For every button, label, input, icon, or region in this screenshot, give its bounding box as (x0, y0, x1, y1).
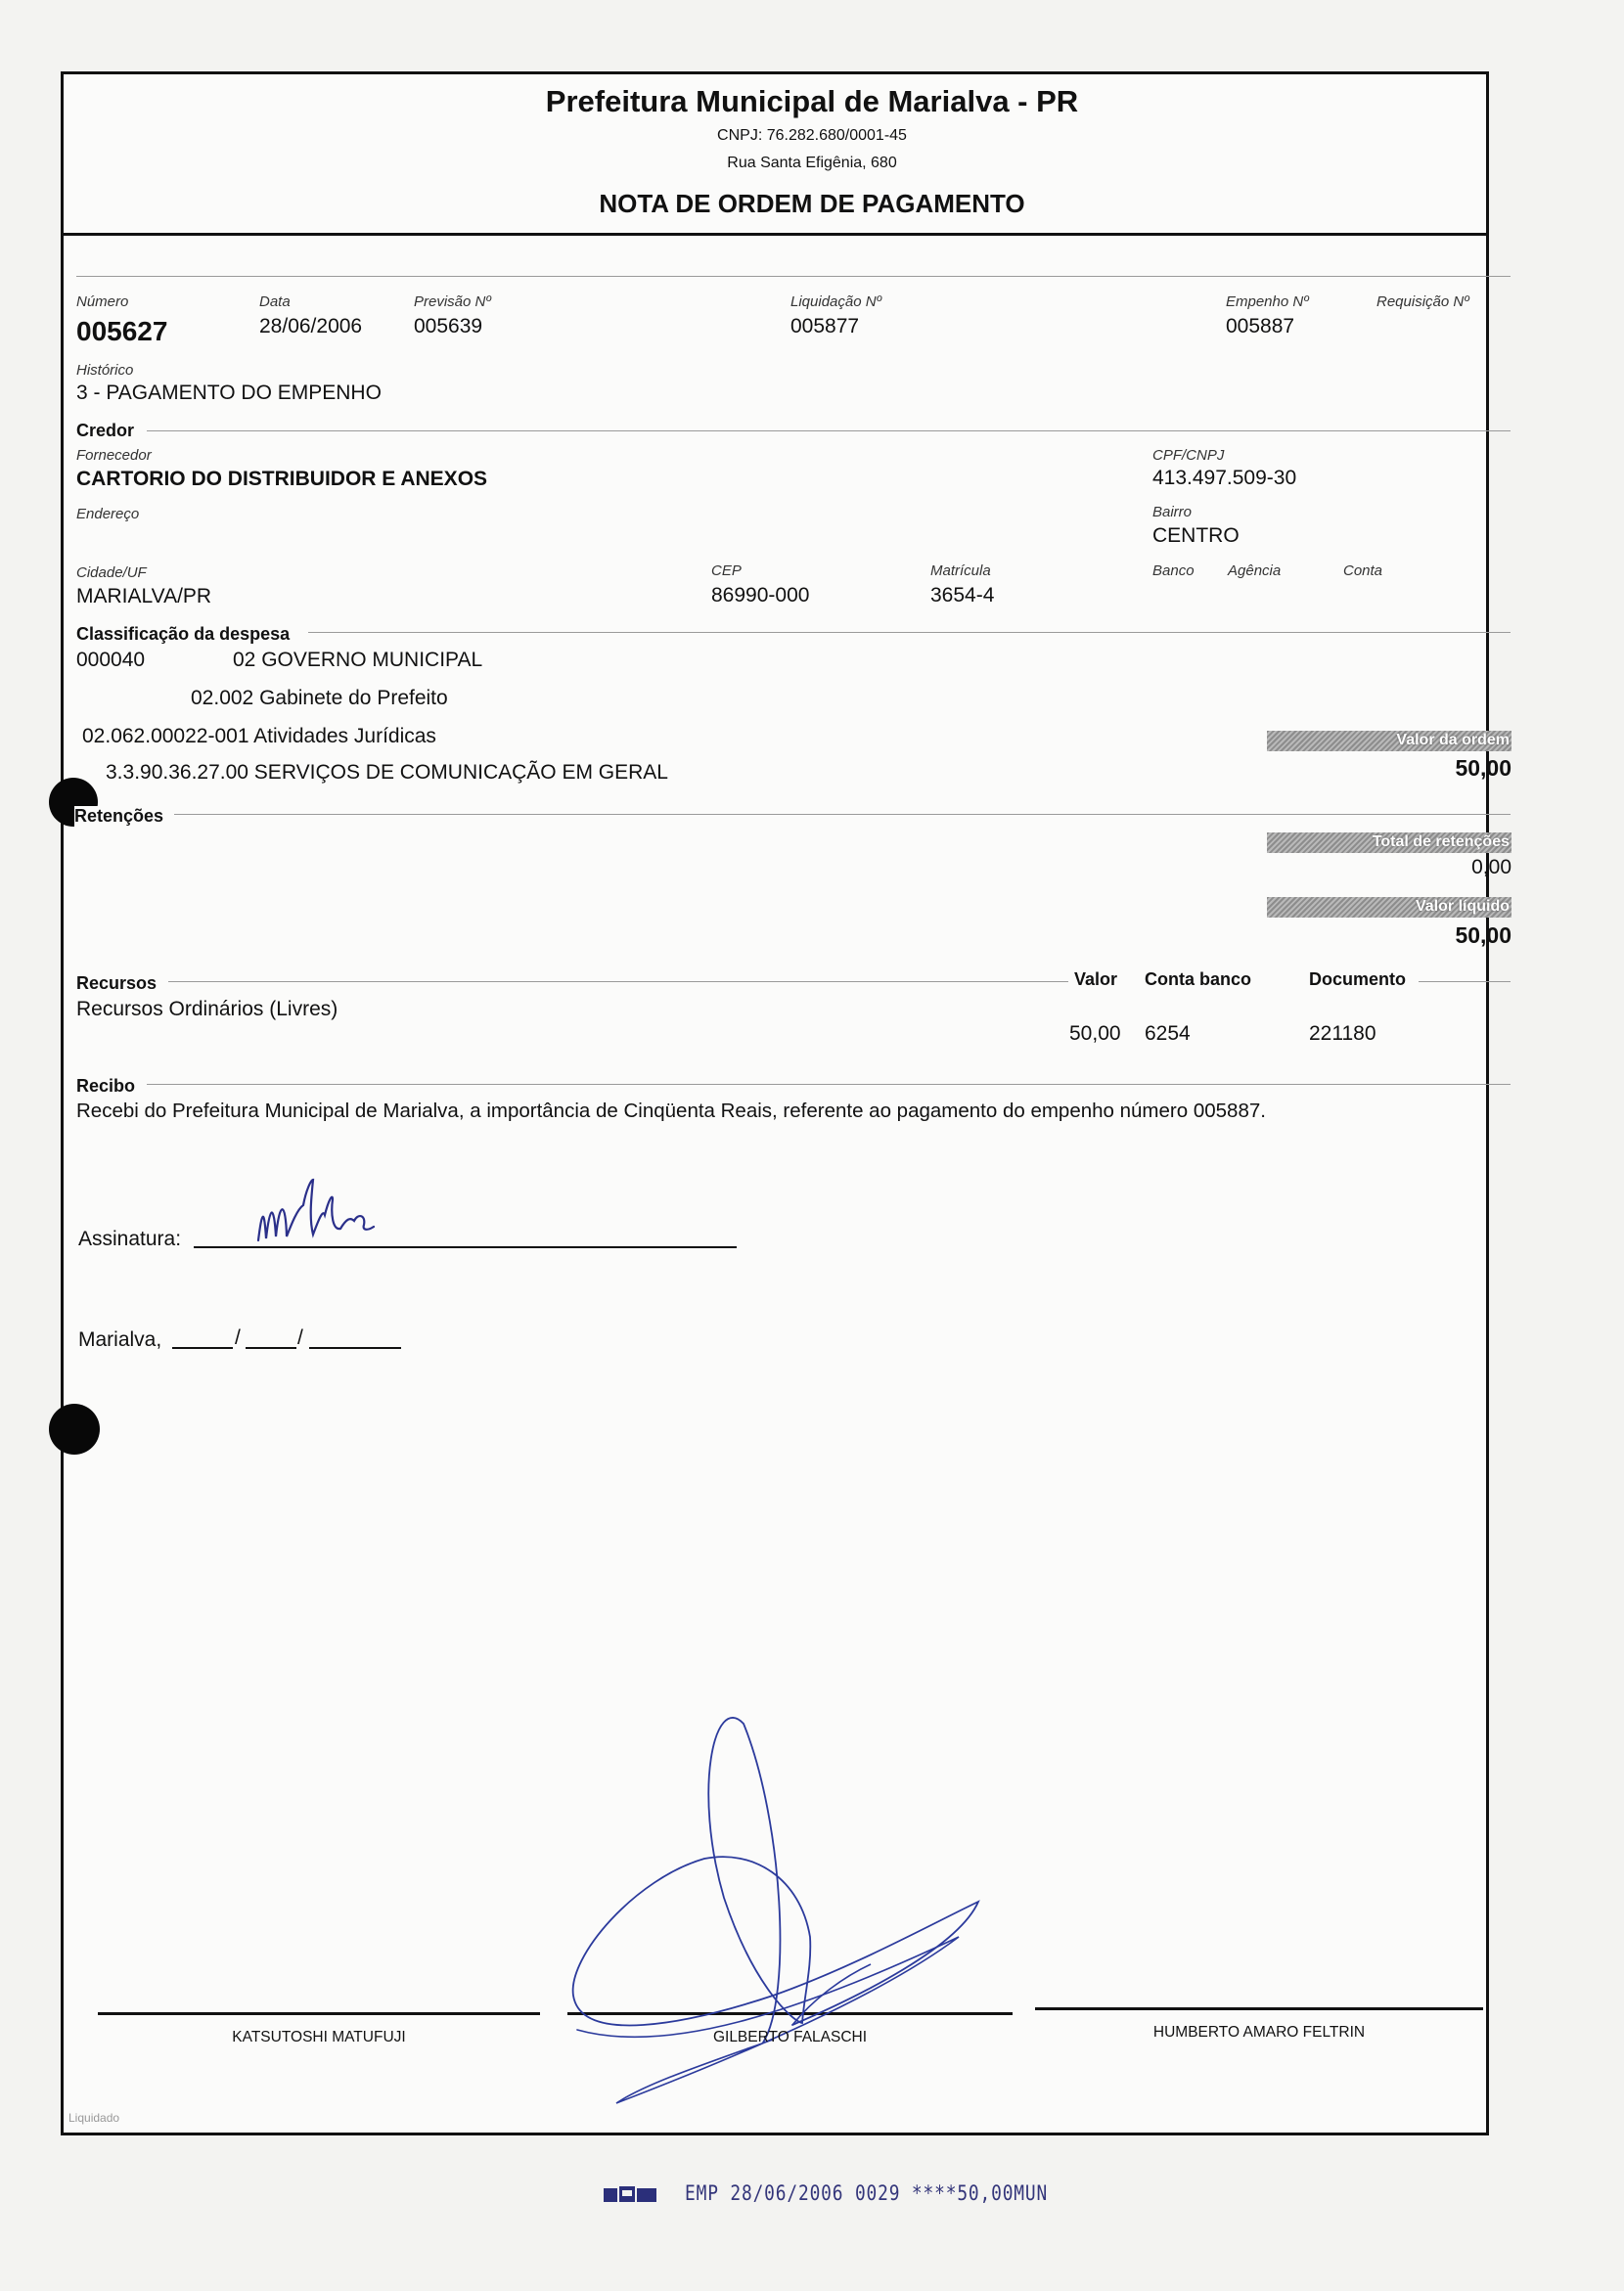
cep-value: 86990-000 (711, 584, 810, 606)
total-retencoes-value: 0,00 (1471, 856, 1511, 878)
recursos-item: Recursos Ordinários (Livres) (76, 998, 338, 1020)
recursos-documento-header: Documento (1309, 969, 1406, 989)
total-retencoes-label: Total de retenções (1372, 833, 1510, 850)
recursos-documento: 221180 (1309, 1022, 1376, 1045)
valor-liquido-value: 50,00 (1455, 922, 1511, 948)
bairro-value: CENTRO (1152, 524, 1240, 547)
cash-register-stamp: EMP 28/06/2006 0029 ****50,00MUN (685, 2181, 1049, 2205)
empenho-label: Empenho Nº (1226, 293, 1309, 310)
numero-value: 005627 (76, 316, 168, 346)
funcional-value: 02.062.00022-001 Atividades Jurídicas (82, 725, 436, 747)
data-label: Data (259, 293, 291, 310)
valor-liquido-bar (1267, 897, 1511, 918)
recibo-text: Recebi do Prefeitura Municipal de Marialva, a importância de Cinqüenta Reais, referente ao pagamento do empenho número 005887. (76, 1100, 1266, 1122)
previsao-value: 005639 (414, 315, 483, 337)
recursos-section-title: Recursos (76, 973, 158, 993)
valor-liquido-label: Valor líquido (1415, 898, 1510, 915)
recursos-valor-header: Valor (1074, 969, 1118, 989)
orgao-value: 02 GOVERNO MUNICIPAL (233, 649, 483, 671)
cidade-label: Cidade/UF (76, 564, 147, 581)
credor-section-title: Credor (76, 421, 135, 440)
punch-hole-bottom (49, 1404, 100, 1455)
recursos-conta: 6254 (1145, 1022, 1191, 1045)
valor-ordem-label: Valor da ordem (1396, 732, 1510, 748)
liquidacao-value: 005877 (790, 315, 860, 337)
signature-line-3 (1035, 2007, 1483, 2010)
requisicao-label: Requisição Nº (1376, 293, 1469, 310)
recursos-valor: 50,00 (1069, 1022, 1121, 1045)
recursos-rule-end (1419, 981, 1511, 982)
classificacao-code: 000040 (76, 649, 146, 671)
document-title: NOTA DE ORDEM DE PAGAMENTO (599, 189, 1025, 218)
cidade-value: MARIALVA/PR (76, 585, 212, 607)
credor-rule (147, 430, 1511, 431)
endereco-label: Endereço (76, 506, 140, 522)
signatory-3: HUMBERTO AMARO FELTRIN (1152, 2024, 1366, 2041)
agencia-label: Agência (1228, 562, 1282, 579)
previsao-label: Previsão Nº (414, 293, 491, 310)
recibo-section-title: Recibo (76, 1076, 136, 1096)
signature-line-1 (98, 2012, 540, 2015)
matricula-value: 3654-4 (930, 584, 995, 606)
fornecedor-label: Fornecedor (76, 447, 152, 464)
header-divider (61, 233, 1486, 236)
historico-value: 3 - PAGAMENTO DO EMPENHO (76, 382, 382, 404)
fornecedor-value: CARTORIO DO DISTRIBUIDOR E ANEXOS (76, 468, 488, 490)
numero-label: Número (76, 293, 129, 310)
recursos-rule (168, 981, 1068, 982)
conta-label: Conta (1343, 562, 1383, 579)
date-blanks: / / (172, 1326, 407, 1352)
recibo-rule (147, 1084, 1511, 1085)
handwritten-signature-icon (252, 1170, 409, 1258)
cep-label: CEP (711, 562, 742, 579)
top-rule (76, 276, 1511, 277)
recursos-conta-header: Conta banco (1145, 969, 1252, 989)
empenho-value: 005887 (1226, 315, 1295, 337)
cpf-value: 413.497.509-30 (1152, 467, 1297, 489)
elemento-value: 3.3.90.36.27.00 SERVIÇOS DE COMUNICAÇÃO EM GERAL (106, 761, 668, 784)
handwritten-signature (252, 1170, 409, 1258)
classificacao-rule (308, 632, 1511, 633)
banco-label: Banco (1152, 562, 1195, 579)
valor-ordem-value: 50,00 (1455, 755, 1511, 781)
bairro-label: Bairro (1152, 504, 1193, 520)
local-data-label: Marialva, (78, 1328, 162, 1351)
stamp-logo (604, 2184, 658, 2204)
cnpj-line: CNPJ: 76.282.680/0001-45 (717, 127, 907, 144)
address-line: Rua Santa Efigênia, 680 (727, 155, 897, 171)
signatory-1: KATSUTOSHI MATUFUJI (232, 2029, 406, 2045)
retencoes-section-title: Retenções (74, 806, 164, 826)
data-value: 28/06/2006 (259, 315, 363, 337)
corner-note: Liquidado (68, 2111, 120, 2125)
valor-ordem-bar (1267, 731, 1511, 751)
matricula-label: Matrícula (930, 562, 991, 579)
liquidacao-label: Liquidação Nº (790, 293, 882, 310)
retencoes-rule (174, 814, 1511, 815)
signatory-2: GILBERTO FALASCHI (712, 2029, 868, 2045)
page-title: Prefeitura Municipal de Marialva - PR (545, 84, 1079, 118)
historico-label: Histórico (76, 362, 134, 379)
unidade-value: 02.002 Gabinete do Prefeito (191, 687, 448, 709)
large-signature-icon (548, 1702, 998, 2113)
stamp-logo-icon (604, 2184, 658, 2204)
assinatura-label: Assinatura: (78, 1228, 182, 1250)
large-signature (548, 1702, 998, 2113)
classificacao-section-title: Classificação da despesa (76, 624, 291, 644)
total-retencoes-bar (1267, 832, 1511, 853)
cpf-label: CPF/CNPJ (1152, 447, 1225, 464)
